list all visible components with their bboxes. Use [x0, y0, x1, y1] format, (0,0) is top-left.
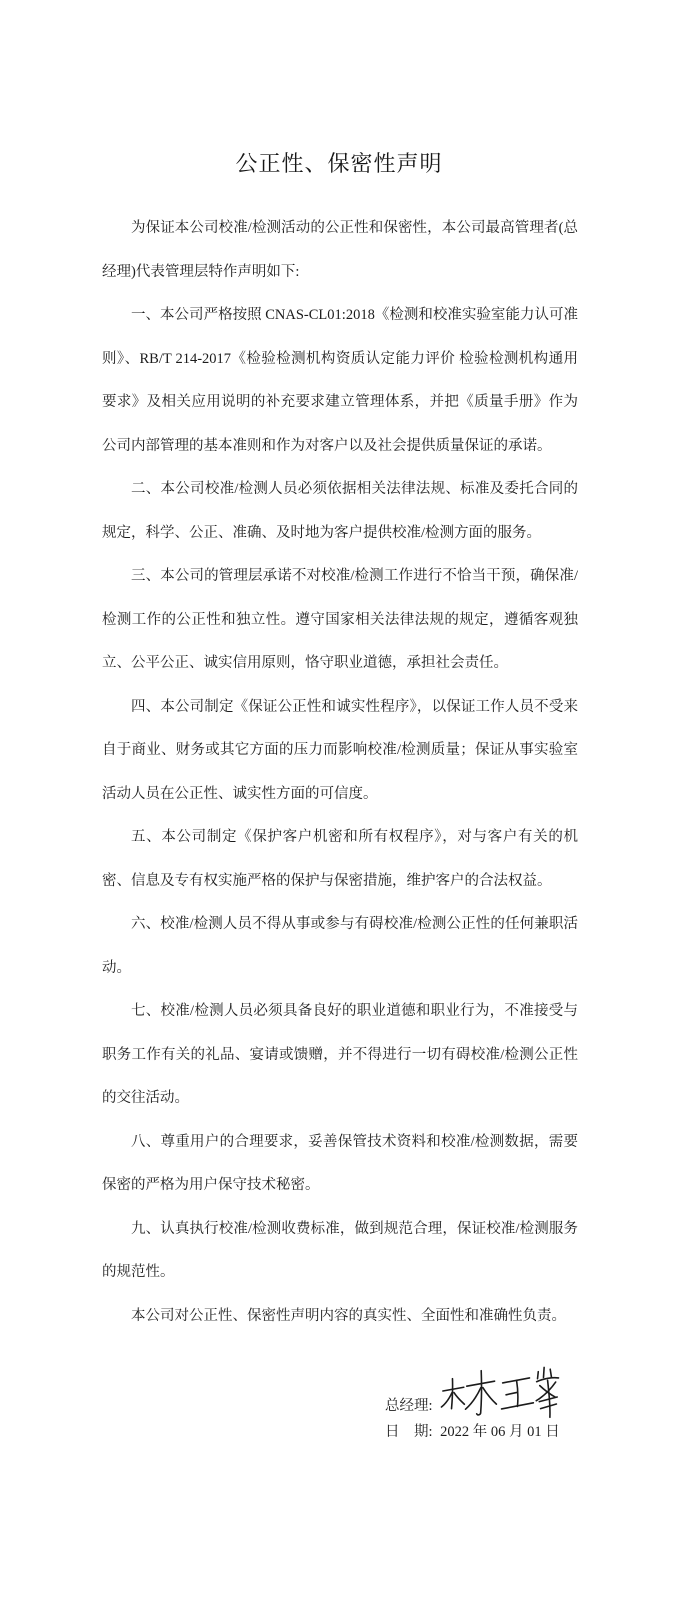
general-manager-signature: [439, 1364, 561, 1422]
statement-paragraph: 四、本公司制定《保证公正性和诚实性程序》，以保证工作人员不受来自于商业、财务或其它方面的压力而影响校准/检测质量；保证从事实验室活动人员在公正性、诚实性方面的可信度。: [102, 698, 578, 802]
statement-paragraph: 二、本公司校准/检测人员必须依据相关法律法规、标准及委托合同的规定，科学、公正、准确、及时地为客户提供校准/检测方面的服务。: [102, 481, 578, 541]
date-value: 2022 年 06 月 01 日: [440, 1424, 560, 1440]
general-manager-label: 总经理:: [385, 1398, 433, 1414]
statement-paragraph: 八、尊重用户的合理要求，妥善保管技术资料和校准/检测数据，需要保密的严格为用户保守技术秘密。: [102, 1133, 578, 1193]
statement-paragraph: 九、认真执行校准/检测收费标准，做到规范合理，保证校准/检测服务的规范性。: [102, 1220, 578, 1280]
document-body: [102, 207, 578, 1442]
date-label: 日 期:: [385, 1424, 433, 1440]
page-title: 公正性、保密性声明: [235, 151, 443, 176]
intro-paragraph: 为保证本公司校准/检测活动的公正性和保密性，本公司最高管理者(总经理)代表管理层特作声明如下:: [102, 220, 578, 280]
statement-paragraph: 六、校准/检测人员不得从事或参与有碍校准/检测公正性的任何兼职活动。: [102, 916, 578, 976]
signature-row: [385, 1360, 578, 1416]
statement-paragraphs: [102, 294, 578, 1338]
statement-paragraph: 一、本公司严格按照 CNAS-CL01:2018《检测和校准实验室能力认可准则》、RB/T 214-2017《检验检测机构资质认定能力评价 检验检测机构通用要求》及相关应用说明的补充要求建立管理体系，并把《质量手册》作为公司内部管理的基本准则和作为对客户以及社会提供质量保证的承诺。: [102, 307, 578, 454]
statement-paragraph: 五、本公司制定《保护客户机密和所有权程序》，对与客户有关的机密、信息及专有权实施严格的保护与保密措施，维护客户的合法权益。: [102, 829, 578, 889]
statement-paragraph: 三、本公司的管理层承诺不对校准/检测工作进行不恰当干预，确保准/检测工作的公正性和独立性。遵守国家相关法律法规的规定，遵循客观独立、公平公正、诚实信用原则，恪守职业道德，承担社会责任。: [102, 568, 578, 671]
statement-paragraph: 七、校准/检测人员必须具备良好的职业道德和职业行为，不准接受与职务工作有关的礼品、宴请或馈赠，并不得进行一切有碍校准/检测公正性的交往活动。: [102, 1003, 578, 1106]
statement-paragraph: 本公司对公正性、保密性声明内容的真实性、全面性和准确性负责。: [131, 1307, 566, 1324]
date-row: [385, 1422, 578, 1442]
signature-handwriting-icon: [439, 1364, 561, 1422]
